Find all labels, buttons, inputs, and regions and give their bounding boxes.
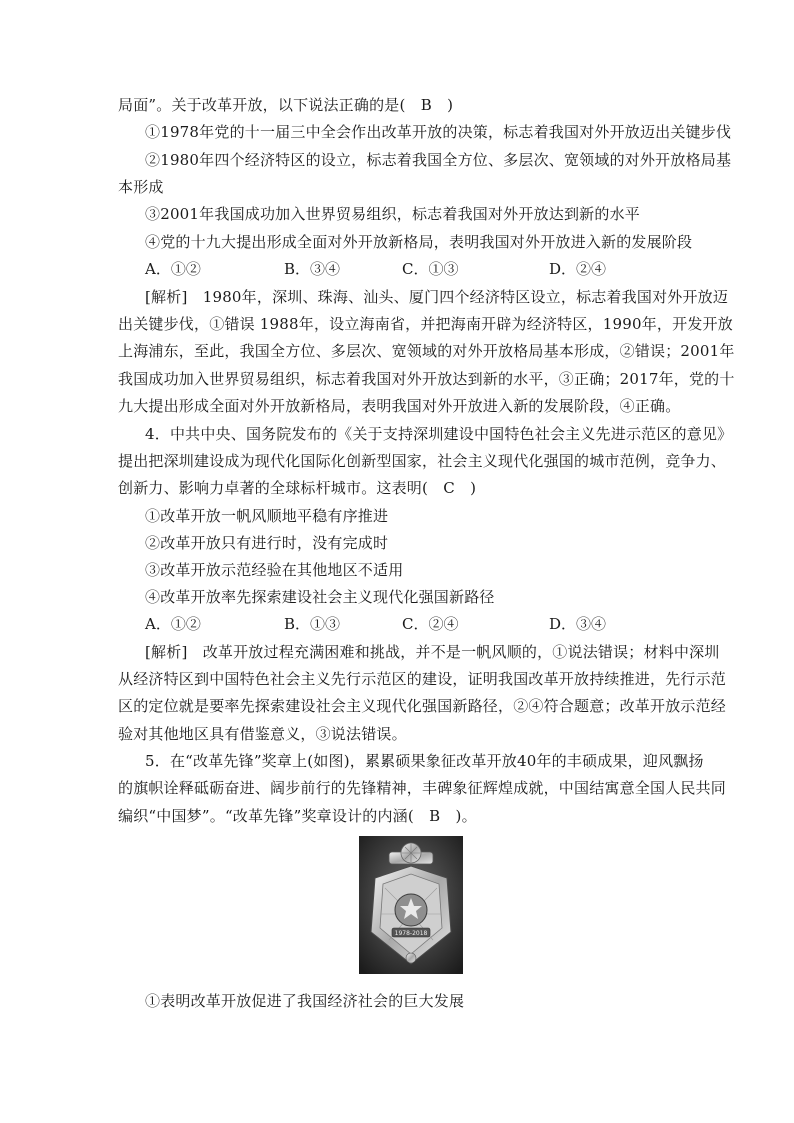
q4-statement-4: ④改革开放率先探索建设社会主义现代化强国新路径 xyxy=(145,588,495,606)
q4-stem-2: 提出把深圳建设成为现代化国际化创新型国家，社会主义现代化强国的城市范例，竞争力、 xyxy=(118,452,727,470)
medal-date-text: 1978-2018 xyxy=(394,930,428,937)
q3-statement-2: ②1980年四个经济特区的设立，标志着我国全方位、多层次、宽领域的对外开放格局基 xyxy=(145,151,732,169)
q4-statement-2: ②改革开放只有进行时，没有完成时 xyxy=(145,534,389,552)
q4-analysis-1: [解析] 改革开放过程充满困难和挑战，并不是一帆风顺的，①说法错误；材料中深圳 xyxy=(145,643,720,661)
q4-option-b: B．①③ xyxy=(284,615,341,633)
q3-stem: 局面”。关于改革开放，以下说法正确的是( B ) xyxy=(118,96,454,114)
q3-option-d: D．②④ xyxy=(549,260,607,278)
reform-pioneer-medal-image xyxy=(359,836,463,974)
q5-stem-2: 的旗帜诠释砥砺奋进、阔步前行的先锋精神，丰碑象征辉煌成就，中国结寓意全国人民共同 xyxy=(118,779,727,797)
q4-stem-1: 4．中共中央、国务院发布的《关于支持深圳建设中国特色社会主义先进示范区的意见》 xyxy=(145,425,733,443)
q3-analysis-1: [解析] 1980年，深圳、珠海、汕头、厦门四个经济特区设立，标志着我国对外开放迈 xyxy=(145,288,729,306)
q3-option-c: C．①③ xyxy=(402,260,459,278)
q4-statement-3: ③改革开放示范经验在其他地区不适用 xyxy=(145,561,404,579)
q4-analysis-3: 区的定位就是要率先探索建设社会主义现代化强国新路径，②④符合题意；改革开放示范经 xyxy=(118,697,727,715)
q4-option-d: D．③④ xyxy=(549,615,607,633)
q5-stem-3: 编织“中国梦”。“改革先锋”奖章设计的内涵( B )。 xyxy=(118,807,477,825)
q5-stem-1: 5．在“改革先锋”奖章上(如图)，累累硕果象征改革开放40年的丰硕成果，迎风飘扬 xyxy=(145,752,704,770)
q3-option-a: A．①② xyxy=(145,260,201,278)
q4-statement-1: ①改革开放一帆风顺地平稳有序推进 xyxy=(145,507,389,525)
q4-option-c: C．②④ xyxy=(402,615,459,633)
q3-statement-1: ①1978年党的十一届三中全会作出改革开放的决策，标志着我国对外开放迈出关键步伐 xyxy=(145,123,732,141)
q3-analysis-4: 我国成功加入世界贸易组织，标志着我国对外开放达到新的水平，③正确；2017年，党的十 xyxy=(118,370,735,388)
q3-analysis-5: 九大提出形成全面对外开放新格局，表明我国对外开放进入新的发展阶段，④正确。 xyxy=(118,397,681,415)
q4-analysis-4: 验对其他地区具有借鉴意义，③说法错误。 xyxy=(118,725,407,743)
q4-analysis-2: 从经济特区到中国特色社会主义先行示范区的建设，证明我国改革开放持续推进，先行示范 xyxy=(118,670,727,688)
q4-option-a: A．①② xyxy=(145,615,201,633)
q3-analysis-2: 出关键步伐，①错误 1988年，设立海南省，并把海南开辟为经济特区，1990年，开发开放 xyxy=(118,315,733,333)
q3-statement-4: ④党的十九大提出形成全面对外开放新格局，表明我国对外开放进入新的发展阶段 xyxy=(145,233,693,251)
q4-stem-3: 创新力、影响力卓著的全球标杆城市。这表明( C ) xyxy=(118,479,477,497)
q3-analysis-3: 上海浦东，至此，我国全方位、多层次、宽领域的对外开放格局基本形成，②错误；2001年 xyxy=(118,342,735,360)
q3-option-b: B．③④ xyxy=(284,260,341,278)
q5-statement-1: ①表明改革开放促进了我国经济社会的巨大发展 xyxy=(145,992,465,1010)
q3-statement-2-cont: 本形成 xyxy=(118,178,164,196)
q3-statement-3: ③2001年我国成功加入世界贸易组织，标志着我国对外开放达到新的水平 xyxy=(145,205,640,223)
